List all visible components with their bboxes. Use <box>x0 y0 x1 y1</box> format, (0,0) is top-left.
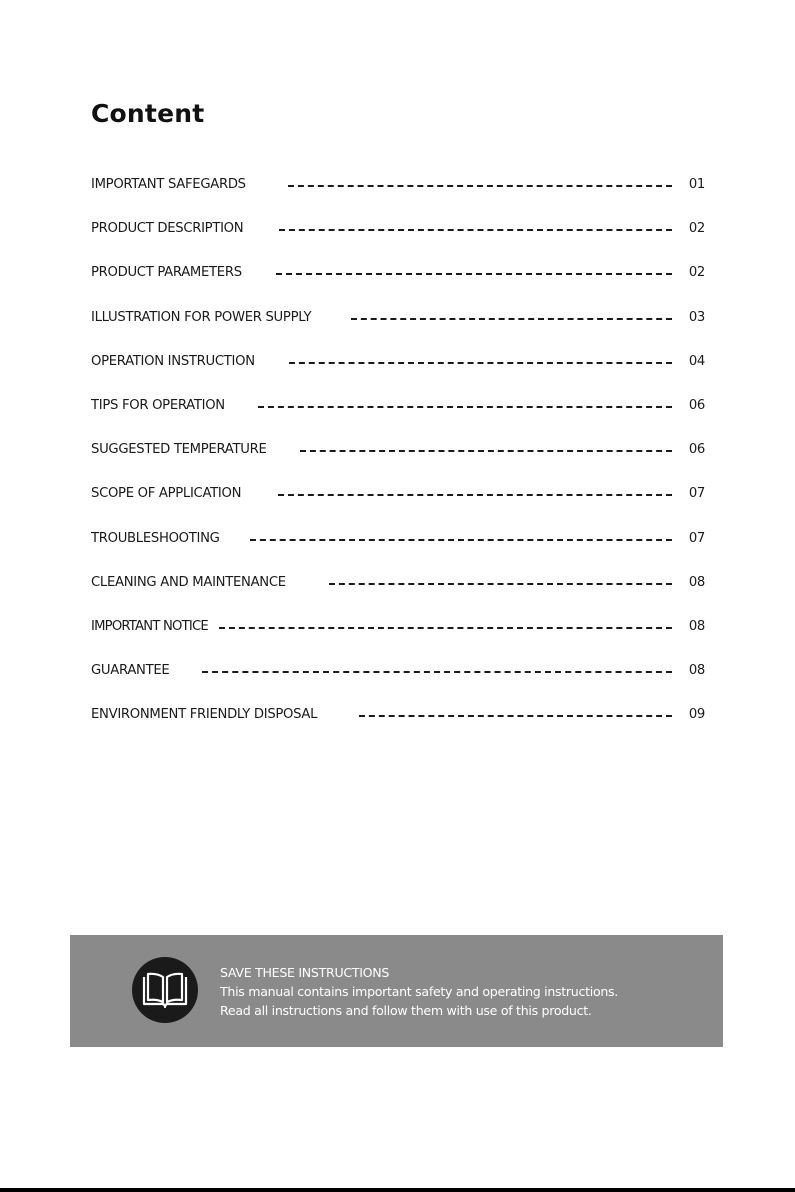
toc-entry[interactable] <box>91 572 705 616</box>
toc-entry-label: GUARANTEE <box>91 663 170 679</box>
toc-entry[interactable] <box>91 483 705 527</box>
toc-entry-label: TROUBLESHOOTING <box>91 530 220 546</box>
toc-entry-label: IMPORTANT SAFEGARDS <box>91 177 246 192</box>
toc-entry-page: 07 <box>688 486 705 502</box>
save-instructions-notice <box>70 935 723 1047</box>
toc-entry-page: 06 <box>688 442 705 458</box>
toc-entry-label: ENVIRONMENT FRIENDLY DISPOSAL <box>91 707 318 723</box>
toc-leader <box>276 273 672 275</box>
toc-entry[interactable] <box>91 616 705 660</box>
toc-leader <box>300 450 672 452</box>
toc-entry-page: 09 <box>688 707 705 723</box>
toc-entry-page: 08 <box>688 574 705 590</box>
toc-entry[interactable] <box>91 439 705 483</box>
toc-leader <box>359 715 672 717</box>
toc-entry[interactable] <box>91 218 705 262</box>
toc-leader <box>279 229 672 231</box>
toc-entry-page: 08 <box>688 663 705 679</box>
toc-entry-page: 06 <box>688 397 705 413</box>
toc-leader <box>202 671 672 673</box>
toc-entry[interactable] <box>91 528 705 572</box>
toc-entry[interactable] <box>91 395 705 439</box>
page-bottom-rule <box>0 1188 795 1192</box>
table-of-contents <box>91 174 705 748</box>
open-book-icon <box>132 957 198 1023</box>
toc-entry-label: TIPS FOR OPERATION <box>91 397 225 413</box>
page-title: Content <box>91 99 205 128</box>
toc-entry[interactable] <box>91 307 705 351</box>
toc-leader <box>250 539 672 541</box>
toc-entry-page: 01 <box>688 177 705 192</box>
toc-entry[interactable] <box>91 174 705 218</box>
toc-entry-label: PRODUCT DESCRIPTION <box>91 221 244 237</box>
toc-entry-page: 08 <box>688 618 705 634</box>
notice-text <box>220 963 618 1020</box>
toc-entry-page: 02 <box>688 265 705 281</box>
toc-entry[interactable] <box>91 351 705 395</box>
toc-entry-label: PRODUCT PARAMETERS <box>91 265 242 281</box>
toc-entry-label: SUGGESTED TEMPERATURE <box>91 442 267 458</box>
notice-heading: SAVE THESE INSTRUCTIONS <box>220 965 390 980</box>
toc-entry-label: CLEANING AND MAINTENANCE <box>91 574 286 590</box>
toc-leader <box>289 362 672 364</box>
toc-entry-label: ILLUSTRATION FOR POWER SUPPLY <box>91 309 312 325</box>
notice-line: This manual contains important safety and operating instructions. <box>220 984 619 999</box>
toc-entry-label: IMPORTANT NOTICE <box>91 618 208 634</box>
toc-leader <box>258 406 672 408</box>
toc-entry-page: 03 <box>688 309 705 325</box>
notice-line: Read all instructions and follow them with use of this product. <box>220 1003 592 1018</box>
toc-leader <box>288 185 672 187</box>
toc-entry-label: OPERATION INSTRUCTION <box>91 353 255 369</box>
toc-entry[interactable] <box>91 704 705 748</box>
toc-entry-page: 04 <box>688 353 705 369</box>
toc-entry[interactable] <box>91 262 705 306</box>
toc-leader <box>329 583 672 585</box>
toc-leader <box>219 627 672 629</box>
toc-leader <box>351 318 672 320</box>
toc-entry-label: SCOPE OF APPLICATION <box>91 486 242 502</box>
toc-entry-page: 02 <box>688 221 705 237</box>
toc-entry-page: 07 <box>688 530 705 546</box>
toc-leader <box>278 494 672 496</box>
toc-entry[interactable] <box>91 660 705 704</box>
